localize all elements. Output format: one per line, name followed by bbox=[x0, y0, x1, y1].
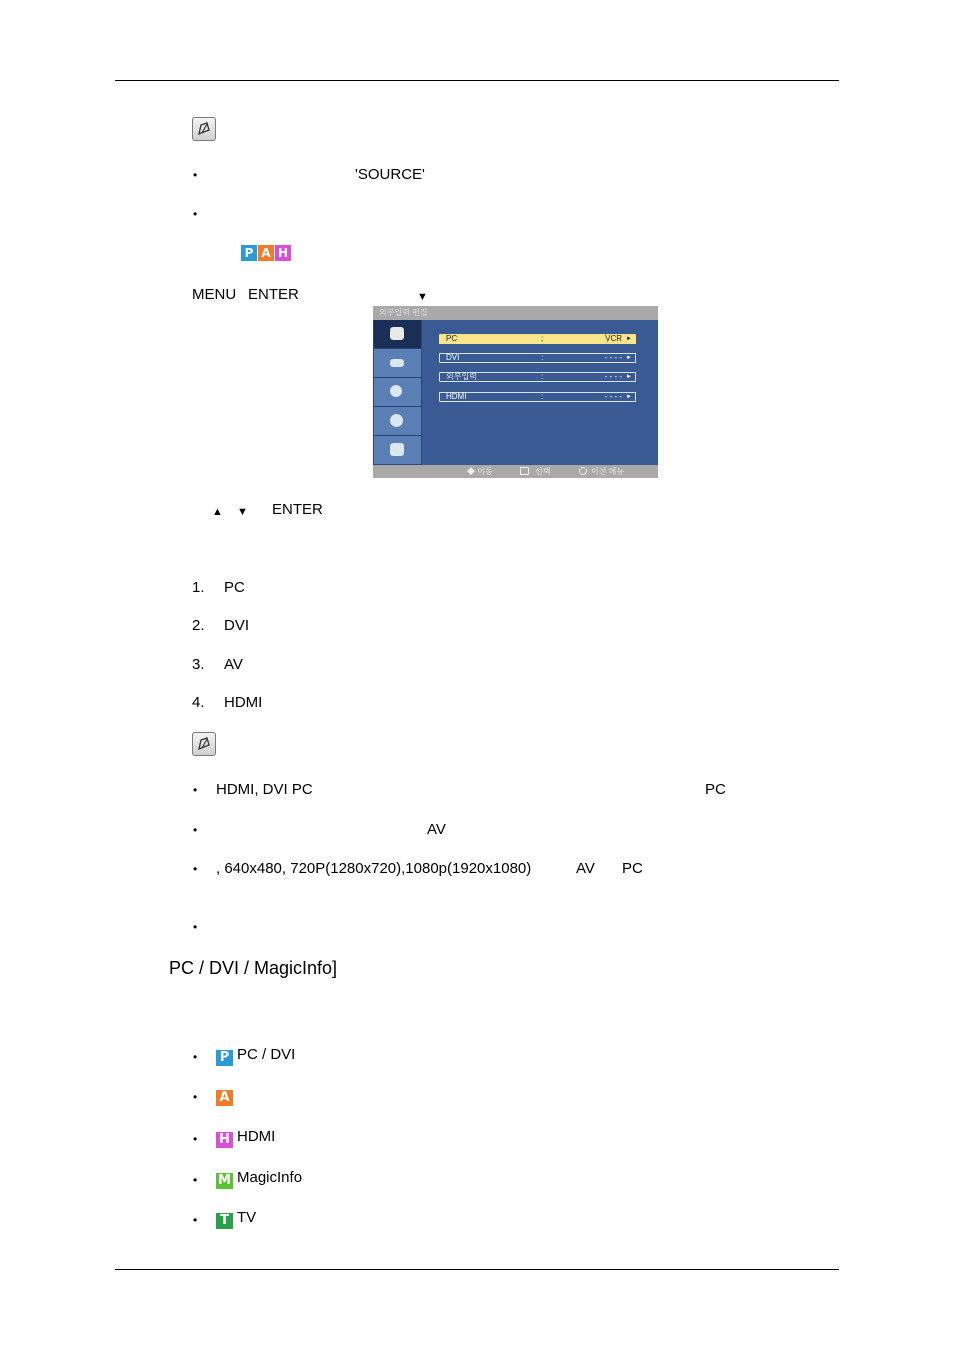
right-arrow-icon: ► bbox=[626, 374, 632, 380]
list-item-pc: PC bbox=[224, 579, 245, 596]
pencil-icon bbox=[196, 736, 212, 752]
legend-label: MagicInfo bbox=[237, 1169, 303, 1186]
osd-row-value: - - - - bbox=[604, 353, 622, 362]
osd-row-key: HDMI bbox=[446, 392, 467, 401]
note-text: PC bbox=[705, 781, 726, 798]
legend-label: HDMI bbox=[237, 1128, 276, 1145]
osd-tile-setup[interactable] bbox=[374, 407, 421, 436]
bullet-dot: • bbox=[193, 1132, 198, 1146]
osd-footer-move: ◆ 이동 bbox=[467, 467, 493, 476]
menu-label: MENU bbox=[192, 286, 237, 303]
down-arrow-icon: ▼ bbox=[237, 506, 248, 518]
osd-tile-input[interactable] bbox=[374, 320, 421, 349]
badge-t-icon: T bbox=[216, 1213, 233, 1229]
osd-row-hdmi[interactable] bbox=[439, 392, 636, 402]
enter-label: ENTER bbox=[272, 501, 323, 518]
bullet-dot: • bbox=[193, 207, 198, 221]
osd-row-av[interactable] bbox=[439, 372, 636, 382]
legend-label: TV bbox=[237, 1209, 257, 1226]
sound-icon bbox=[390, 385, 402, 397]
note-icon bbox=[192, 117, 216, 141]
pencil-icon bbox=[196, 121, 212, 137]
osd-footer-back: 이전 메뉴 bbox=[591, 467, 625, 476]
bullet-dot: • bbox=[193, 862, 198, 876]
return-icon bbox=[579, 467, 587, 475]
note-icon bbox=[192, 732, 216, 756]
multi-control-icon bbox=[390, 443, 404, 456]
legend-item-tv bbox=[216, 1209, 256, 1229]
note-text: , 640x480, 720P(1280x720),1080p(1920x1080) bbox=[216, 860, 532, 877]
list-num: 4. bbox=[192, 694, 205, 711]
list-num: 2. bbox=[192, 617, 205, 634]
bullet-dot: • bbox=[193, 920, 198, 934]
osd-row-sep: : bbox=[541, 353, 544, 362]
list-item-dvi: DVI bbox=[224, 617, 250, 634]
osd-row-value: - - - - bbox=[604, 372, 622, 381]
legend-item-hdmi bbox=[216, 1128, 275, 1148]
section-heading: PC / DVI / MagicInfo] bbox=[169, 958, 338, 978]
bullet-dot: • bbox=[193, 168, 198, 182]
badge-m-icon: M bbox=[216, 1173, 233, 1189]
osd-tile-multi[interactable] bbox=[374, 436, 421, 465]
enter-icon bbox=[520, 467, 529, 475]
right-arrow-icon: ► bbox=[626, 355, 632, 361]
osd-tile-picture[interactable] bbox=[374, 349, 421, 378]
list-num: 3. bbox=[192, 656, 205, 673]
note-text: PC bbox=[622, 860, 643, 877]
osd-row-sep: : bbox=[541, 372, 544, 381]
legend-item-magicinfo bbox=[216, 1169, 302, 1189]
osd-row-value: - - - - bbox=[604, 392, 622, 401]
osd-source-edit-menu bbox=[373, 306, 658, 478]
badge-a-icon: A bbox=[216, 1090, 233, 1106]
badge-h-icon: H bbox=[275, 245, 291, 261]
badge-p-icon: P bbox=[241, 245, 257, 261]
bullet-dot: • bbox=[193, 1050, 198, 1064]
legend-label: PC / DVI bbox=[237, 1046, 296, 1063]
osd-row-dvi[interactable] bbox=[439, 353, 636, 363]
bullet-dot: • bbox=[193, 1213, 198, 1227]
badge-a-icon: A bbox=[258, 245, 274, 261]
osd-footer-select: 선택 bbox=[535, 467, 551, 476]
note-text: AV bbox=[427, 821, 446, 838]
gear-icon bbox=[390, 414, 403, 427]
osd-row-sep: : bbox=[541, 334, 544, 343]
bullet-dot: • bbox=[193, 1090, 198, 1104]
list-item-hdmi: HDMI bbox=[224, 694, 263, 711]
input-icon bbox=[390, 327, 404, 340]
mode-badges bbox=[241, 244, 292, 260]
osd-row-value: VCR bbox=[605, 334, 622, 343]
osd-row-key: PC bbox=[446, 334, 458, 343]
enter-label: ENTER bbox=[248, 286, 299, 303]
osd-title: 외부입력 편집 bbox=[373, 306, 658, 320]
note-text: AV bbox=[576, 860, 595, 877]
osd-footer bbox=[373, 465, 658, 478]
osd-row-key: 외부입력 bbox=[446, 372, 477, 381]
osd-row-pc[interactable] bbox=[439, 334, 636, 344]
header-rule bbox=[115, 80, 839, 81]
footer-rule bbox=[115, 1269, 839, 1270]
badge-p-icon: P bbox=[216, 1050, 233, 1066]
bullet-dot: • bbox=[193, 1173, 198, 1187]
down-arrow-icon: ▼ bbox=[417, 291, 428, 303]
bullet-dot: • bbox=[193, 823, 198, 837]
legend-item-av bbox=[216, 1086, 237, 1106]
right-arrow-icon: ► bbox=[626, 394, 632, 400]
osd-row-sep: : bbox=[541, 392, 544, 401]
note-text: 'SOURCE' bbox=[355, 166, 425, 183]
osd-row-key: DVI bbox=[446, 353, 460, 362]
osd-sidebar bbox=[373, 320, 422, 465]
list-item-av: AV bbox=[224, 656, 243, 673]
list-num: 1. bbox=[192, 579, 205, 596]
badge-h-icon: H bbox=[216, 1132, 233, 1148]
legend-item-pc bbox=[216, 1046, 295, 1066]
note-text: HDMI, DVI PC bbox=[216, 781, 313, 798]
right-arrow-icon: ► bbox=[626, 336, 632, 342]
osd-tile-sound[interactable] bbox=[374, 378, 421, 407]
bullet-dot: • bbox=[193, 783, 198, 797]
picture-icon bbox=[390, 359, 404, 367]
up-arrow-icon: ▲ bbox=[212, 506, 223, 518]
